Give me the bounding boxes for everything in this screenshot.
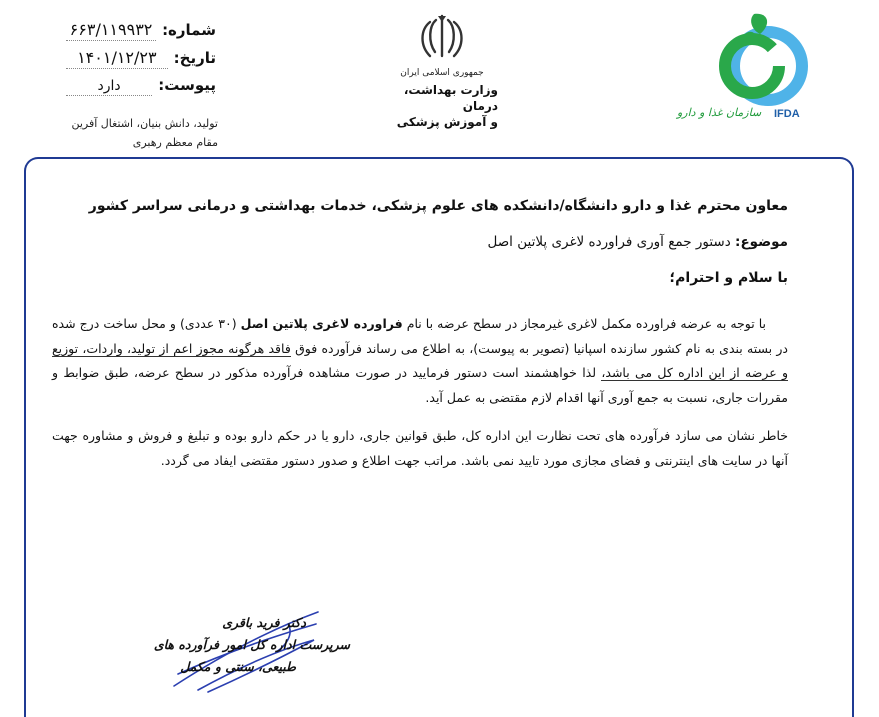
attachment-label: پیوست: (158, 76, 216, 94)
iran-emblem-icon (415, 12, 469, 62)
signer-title-2: طبیعی، سنتی و مکمل (180, 659, 296, 674)
p1-part-a: با توجه به عرضه فراورده مکمل لاغری غیرمجاز در سطح عرضه با نام (406, 316, 767, 331)
addressee: معاون محترم غذا و دارو دانشگاه/دانشکده های علوم پزشکی، خدمات بهداشتی و درمانی سراسر کشور (88, 198, 788, 214)
ministry-line-1: وزارت بهداشت، درمان (403, 83, 498, 113)
signature-block (150, 612, 350, 678)
paragraph-1 (52, 312, 788, 410)
slogan (58, 114, 218, 152)
number-value: ۶۶۳/۱۱۹۹۳۲ (66, 20, 156, 41)
subject-line (52, 234, 788, 260)
subject-label: موضوع: (735, 234, 788, 250)
ifda-logo-icon (668, 8, 818, 108)
letter-body (52, 198, 788, 473)
signer-title-1: سرپرست اداره کل امور فرآورده های (153, 637, 350, 652)
slogan-line-1: تولید، دانش بنیان، اشتغال آفرین (71, 117, 218, 130)
p1-part-b: (۳۰ عددی) و محل ساخت درج شده در بسته بندی به نام کشور سازنده اسپانیا (تصویر به پیوست)، به اطلاع می رساند فرآورده فوق (52, 316, 788, 356)
letter-meta (66, 20, 216, 104)
number-label: شماره: (162, 21, 216, 39)
ministry-line-2: و آموزش پزشکی (396, 115, 498, 129)
emblem-block (382, 12, 502, 78)
subject-text: دستور جمع آوری فراورده لاغری پلاتین اصل (487, 234, 731, 250)
p1-part-c: لذا خواهشمند است دستور فرمایید در صورت مشاهده فرآورده مذکور در سطح عرضه، طبق ضوابط و مقررات جاری، نسبت به جمع آوری آنها اقدام لازم مقتضی به عمل آید. (52, 365, 788, 405)
ministry-name (372, 82, 498, 130)
attachment-value: دارد (66, 78, 152, 96)
p1-underlined: فاقد هرگونه مجوز اعم از تولید، واردات، توزیع و عرضه از این اداره کل می باشد، (52, 340, 789, 380)
org-abbr: IFDA (774, 108, 800, 120)
date-value: ۱۴۰۱/۱۲/۲۳ (66, 48, 168, 69)
org-name: سازمان غذا و دارو (677, 106, 762, 119)
product-name: فراورده لاغری پلاتین اصل (240, 316, 403, 331)
signer-name: دکتر فرید باقری (222, 615, 306, 630)
paragraph-2: خاطر نشان می سازد فرآورده های تحت نظارت این اداره کل، طبق قوانین جاری، دارو یا در حکم دارو بوده و تبلیغ و فروش و مشاوره جهت آنها در سایت های اینترنتی و فضای مجازی مورد تایید نمی باشد. مراتب جهت اطلاع و صدور دستور مقتضی ایفاد می گردد. (52, 428, 788, 468)
greeting: با سلام و احترام؛ (669, 270, 788, 286)
number-row (66, 20, 216, 48)
attachment-row (66, 76, 216, 104)
date-row (66, 48, 216, 76)
slogan-line-2: مقام معظم رهبری (132, 136, 218, 149)
country-name: جمهوری اسلامی ایران (400, 68, 484, 78)
date-label: تاریخ: (173, 49, 216, 67)
